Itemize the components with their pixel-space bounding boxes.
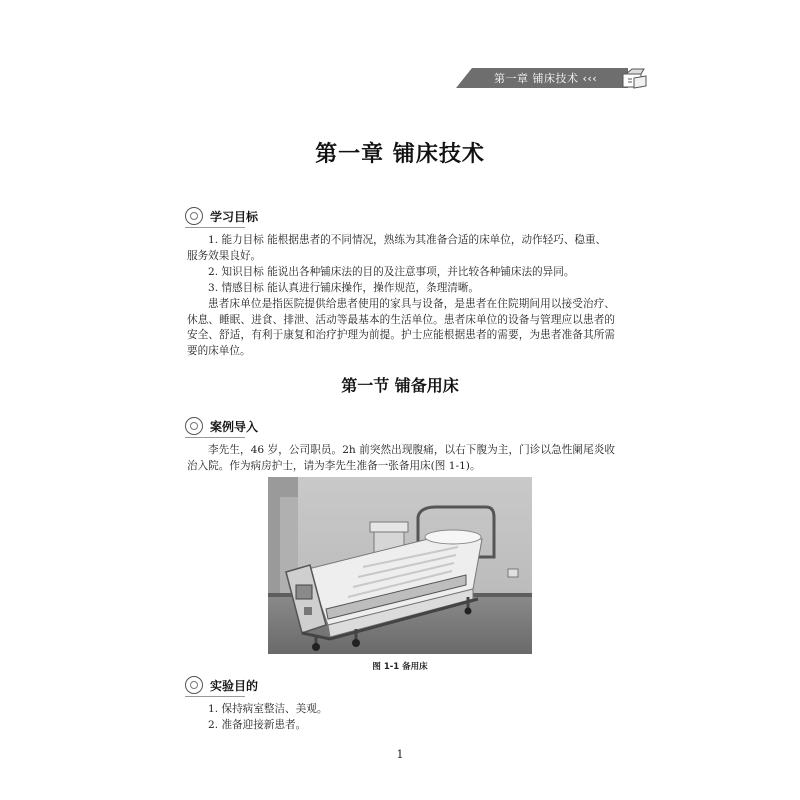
book-hat-icon bbox=[620, 66, 650, 92]
case-intro-label: 案例导入 bbox=[210, 419, 259, 434]
intro-paragraph: 患者床单位是指医院提供给患者使用的家具与设备，是患者在住院期间用以接受治疗、休息、睡眠、进食、排泄、活动等最基本的生活单位。患者床单位的设备与管理应以患者的安全、舒适，有利于康复和治疗护理为前提。护士应能根据患者的需要，为患者准备其所需要的床单位。 bbox=[187, 298, 615, 357]
experiment-purpose-label: 实验目的 bbox=[210, 678, 259, 693]
heading-underline bbox=[185, 696, 245, 697]
bullseye-icon bbox=[185, 417, 203, 435]
goal-item-1: 1. 能力目标 能根据患者的不同情况，熟练为其准备合适的床单位，动作轻巧、稳重、 bbox=[208, 234, 607, 246]
case-intro-heading bbox=[185, 415, 258, 437]
goal-item-2: 2. 知识目标 能说出各种铺床法的目的及注意事项，并比较各种铺床法的异同。 bbox=[208, 266, 575, 278]
bullseye-icon bbox=[185, 676, 203, 694]
experiment-purpose-heading bbox=[185, 674, 258, 696]
page-number: 1 bbox=[396, 748, 404, 761]
goal-item-3: 3. 情感目标 能认真进行铺床操作，操作规范，条理清晰。 bbox=[208, 282, 480, 294]
chapter-title: 第一章 铺床技术 bbox=[315, 142, 485, 167]
learning-goals-label: 学习目标 bbox=[210, 209, 259, 224]
section-title: 第一节 铺备用床 bbox=[341, 376, 459, 395]
bullseye-icon bbox=[185, 207, 203, 225]
purpose-item-1: 1. 保持病室整洁、美观。 bbox=[208, 703, 328, 715]
case-intro-text: 李先生，46 岁，公司职员。2h 前突然出现腹痛，以右下腹为主，门诊以急性阑尾炎收治入院。作为病房护士，请为李先生准备一张备用床(图 1-1)。 bbox=[187, 444, 615, 472]
running-header bbox=[456, 68, 652, 90]
goal-item-1-cont: 服务效果良好。 bbox=[187, 250, 262, 262]
purpose-item-2: 2. 准备迎接新患者。 bbox=[208, 719, 307, 731]
running-header-text: 第一章 铺床技术 ‹‹‹ bbox=[494, 72, 598, 85]
learning-goals-heading bbox=[185, 205, 258, 227]
hospital-bed-photo bbox=[268, 477, 532, 654]
figure-caption: 图 1-1 备用床 bbox=[372, 662, 428, 672]
heading-underline bbox=[185, 437, 245, 438]
heading-underline bbox=[185, 227, 245, 228]
bed-illustration bbox=[268, 477, 532, 654]
